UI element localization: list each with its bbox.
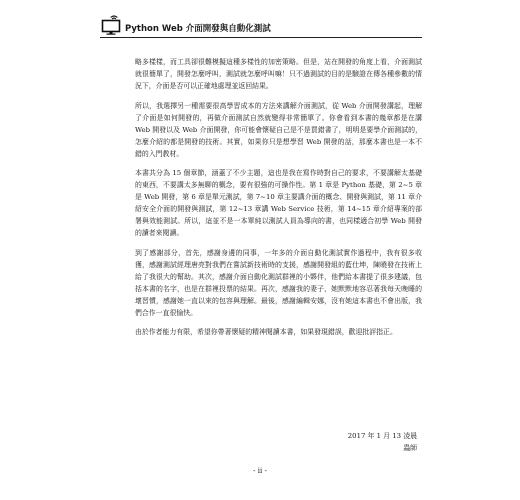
page-number: - ii -	[253, 467, 267, 475]
paragraph: 所以，我選擇另一種需要很高學習成本的方法來講解介面測試，從 Web 介面開發講起，理解了介面是如何開發的，再做介面測試自然就變得非常簡單了。你會看到本書的幾章都是在講 Web 開發以及 Web 介面開發，你可能會懷疑自己是不是買錯書了，明明是要學介面測試的，怎麼介紹的都是開發的技術。其實，如果你只是想學習 Web 開發的話，那麼本書也是一本不錯的入門教材。	[135, 101, 422, 158]
signoff-date: 2017 年 1 月 13 凌晨	[347, 432, 417, 440]
body-text	[135, 56, 422, 346]
paragraph: 到了感謝部分，首先，感謝身邊的同事，一年多的介面自動化測試實作過程中，我有很多收獲，感謝測試經理唐亮對我們在嘗試新技術時的支援，感謝開發組的藍仕坤，陳曉發在技術上給了我很大的幫助。其次，感謝介面自動化測試群裡的小夥伴，他們給本書提了很多建議，包括本書的名字，也是在群裡投票的結果。再次，感謝我的妻子，她默默地容忍著我每天晚睡的壞習慣，感謝她一直以來的包容與理解。最後，感謝編輯安娜，沒有她這本書也不會出版，我們合作一直很愉快。	[135, 248, 422, 317]
paragraph: 本書共分為 15 個章節，涵蓋了不少主題，這也是我在寫作時對自己的要求，不要講解太基礎的東西，不要講太多無聊的概念，要有很強的可操作性。第 1 章是 Python 基礎，第 2~5 章是 Web 開發，第 6 章是單元測試，第 7~10 章主要講介面的概念、開發與測試，第 11 章介紹安全介面的開發與測試，第 12~13 章講 Web Service 技術，第 14~15 章介紹專案的部署與效能測試。所以，這並不是一本單純以測試人員為導向的書，也同樣適合初學 Web 開發的讀者來閱讀。	[135, 169, 422, 237]
computer-monitor-wifi-icon	[100, 14, 122, 36]
signoff	[135, 430, 417, 454]
header-title: Python Web 介面開發與自動化測試	[125, 24, 271, 34]
paragraph: 由於作者能力有限，希望你帶著懷疑的精神閱讀本書，如果發現錯誤，歡迎批評指正。	[135, 328, 397, 336]
signoff-author: 蟲師	[403, 444, 417, 452]
paragraph: 略多樣樣，而工具卻很難模擬這種多樣性的加密策略。但是，站在開發的角度上看，介面測試就很簡單了，開發怎麼呼叫，測試就怎麼呼叫嘛！只不過測試的目的是驗證在傳各種參數的情況下，介面是否可以正確地處理並返回結果。	[135, 58, 422, 90]
header-divider	[100, 37, 422, 38]
page-header	[100, 14, 271, 36]
